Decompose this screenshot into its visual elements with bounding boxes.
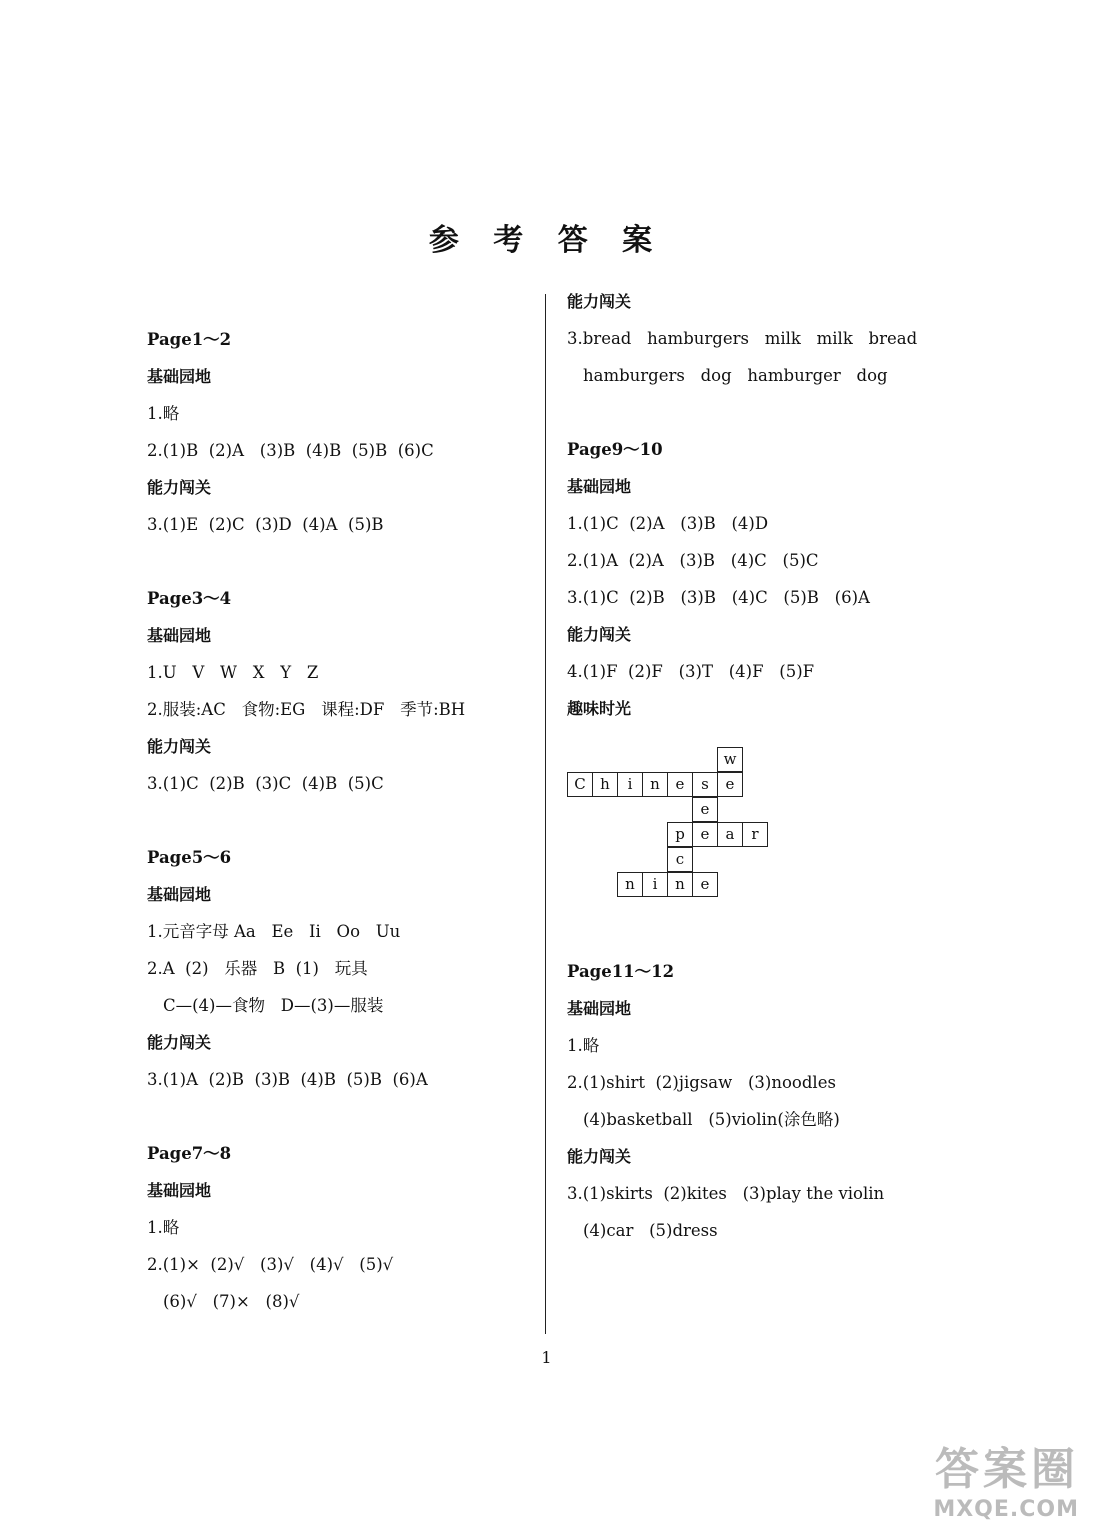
crossword-cell: n: [617, 872, 643, 897]
page-range-heading: Page11～12: [567, 962, 675, 981]
answer-line: 1.略: [567, 1036, 600, 1055]
section-spacer: [147, 543, 532, 580]
page-range-heading: Page1～2: [147, 330, 232, 349]
section-heading: 基础园地: [567, 999, 632, 1018]
answer-line: 3.bread hamburgers milk milk bread: [567, 329, 918, 348]
answer-line: 3.(1)E (2)C (3)D (4)A (5)B: [147, 515, 384, 534]
crossword-cell: i: [642, 872, 668, 897]
crossword-cell: e: [692, 822, 718, 847]
answer-line: 1.(1)C (2)A (3)B (4)D: [567, 514, 769, 533]
crossword-cell: r: [742, 822, 768, 847]
section-heading: 基础园地: [147, 367, 212, 386]
page-range-heading: Page3～4: [147, 589, 232, 608]
answer-line: 2.(1)A (2)A (3)B (4)C (5)C: [567, 551, 819, 570]
left-column: [147, 321, 532, 1320]
section-heading: 能力闯关: [147, 737, 212, 756]
answer-line: 2.(1)× (2)√ (3)√ (4)√ (5)√: [147, 1255, 394, 1274]
section-heading: 基础园地: [147, 885, 212, 904]
crossword-cell: w: [717, 747, 743, 772]
answer-line: 3.(1)skirts (2)kites (3)play the violin: [567, 1184, 885, 1203]
crossword-cell: s: [692, 772, 718, 797]
crossword-cell: e: [692, 872, 718, 897]
section-heading: 能力闯关: [567, 1147, 632, 1166]
answer-line: (6)√ (7)× (8)√: [163, 1292, 300, 1311]
right-column-bottom: [567, 953, 1007, 1249]
crossword-cell: h: [592, 772, 618, 797]
watermark-logo-text: 答案圈: [935, 1444, 1079, 1495]
section-heading: 基础园地: [567, 477, 632, 496]
crossword-cell: C: [567, 772, 593, 797]
crossword-cell: c: [667, 847, 693, 872]
answer-line: 2.(1)B (2)A (3)B (4)B (5)B (6)C: [147, 441, 434, 460]
crossword-cell: n: [667, 872, 693, 897]
right-column-top: [567, 283, 1007, 727]
page-range-heading: Page9～10: [567, 440, 663, 459]
section-heading: 基础园地: [147, 626, 212, 645]
section-heading: 趣味时光: [567, 699, 632, 718]
column-divider: [545, 294, 546, 1334]
crossword-cell: e: [717, 772, 743, 797]
watermark-domain: MXQE.COM: [933, 1497, 1079, 1522]
section-heading: 能力闯关: [567, 625, 632, 644]
answer-line: 4.(1)F (2)F (3)T (4)F (5)F: [567, 662, 815, 681]
answer-line: hamburgers dog hamburger dog: [583, 366, 888, 385]
crossword-cell: p: [667, 822, 693, 847]
crossword-cell: e: [667, 772, 693, 797]
answer-line: 2.服装:AC 食物:EG 课程:DF 季节:BH: [147, 700, 466, 719]
answer-line: 3.(1)C (2)B (3)B (4)C (5)B (6)A: [567, 588, 870, 607]
answer-line: 1.U V W X Y Z: [147, 663, 319, 682]
answer-line: C—(4)—食物 D—(3)—服装: [163, 996, 384, 1015]
section-spacer: [567, 394, 1007, 431]
section-heading: 基础园地: [147, 1181, 212, 1200]
answer-line: 2.A (2) 乐器 B (1) 玩具: [147, 959, 368, 978]
answer-line: 2.(1)shirt (2)jigsaw (3)noodles: [567, 1073, 836, 1092]
watermark: [933, 1433, 1079, 1522]
page-range-heading: Page7～8: [147, 1144, 232, 1163]
answer-line: 1.略: [147, 1218, 180, 1237]
answer-line: (4)basketball (5)violin(涂色略): [583, 1110, 840, 1129]
crossword-cell: i: [617, 772, 643, 797]
answer-line: 1.略: [147, 404, 180, 423]
crossword-puzzle: [567, 747, 777, 907]
section-heading: 能力闯关: [147, 1033, 212, 1052]
page-number: 1: [541, 1348, 552, 1367]
answer-line: 1.元音字母 Aa Ee Ii Oo Uu: [147, 922, 401, 941]
crossword-cell: e: [692, 797, 718, 822]
right-column: [567, 283, 1007, 1249]
crossword-cell: a: [717, 822, 743, 847]
answer-line: 3.(1)A (2)B (3)B (4)B (5)B (6)A: [147, 1070, 428, 1089]
answer-line: 3.(1)C (2)B (3)C (4)B (5)C: [147, 774, 384, 793]
answer-line: (4)car (5)dress: [583, 1221, 718, 1240]
section-heading: 能力闯关: [147, 478, 212, 497]
section-spacer: [147, 1098, 532, 1135]
section-heading: 能力闯关: [567, 292, 632, 311]
section-spacer: [147, 802, 532, 839]
page-title: 参 考 答 案: [428, 223, 665, 258]
page-range-heading: Page5～6: [147, 848, 232, 867]
crossword-cell: n: [642, 772, 668, 797]
